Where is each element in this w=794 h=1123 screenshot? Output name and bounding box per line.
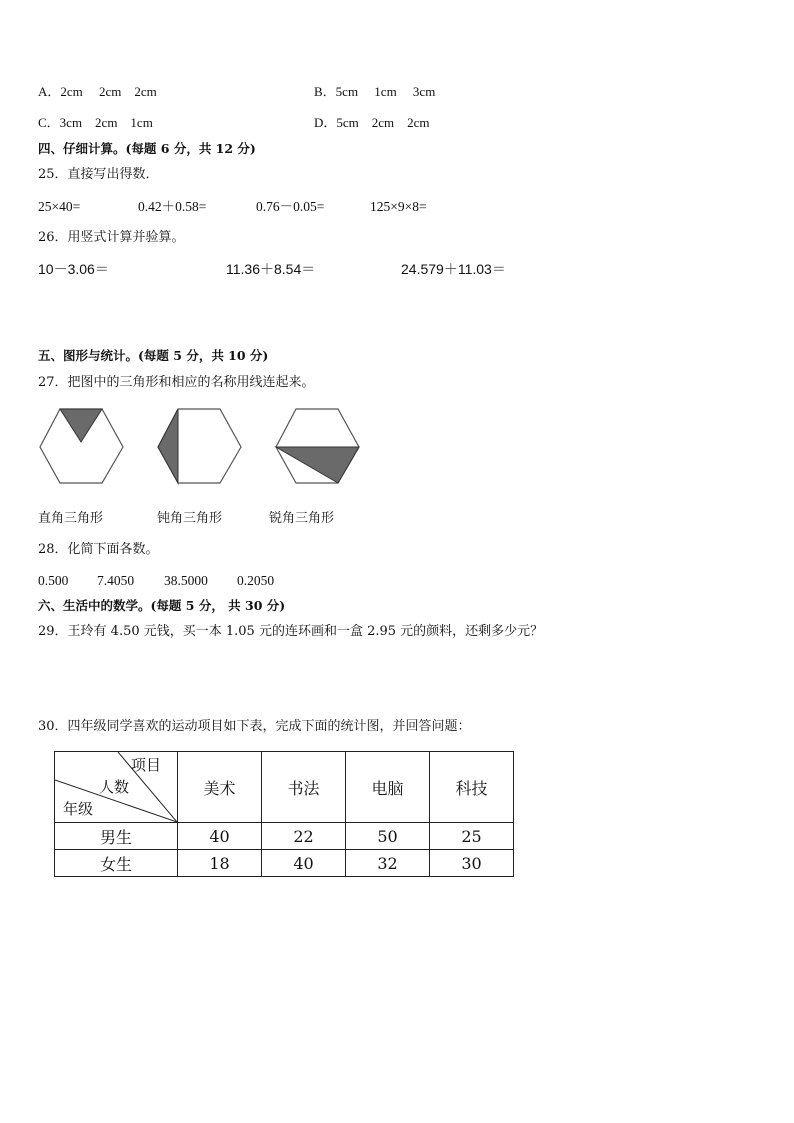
table-cell: 32: [346, 850, 430, 877]
question-28: 28．化简下面各数。: [38, 542, 159, 557]
q25-item-3: 0.76－0.05=: [256, 199, 325, 214]
table-cell: 40: [262, 850, 346, 877]
question-25: 25．直接写出得数．: [38, 167, 159, 182]
label-acute-triangle: 锐角三角形: [269, 511, 335, 526]
q26-item-1: 10－3.06＝: [38, 261, 109, 277]
q26-item-3: 24.579＋11.03＝: [401, 261, 506, 277]
table-cell: 50: [346, 823, 430, 850]
q28-number-2: 7.4050: [97, 573, 135, 588]
question-30: 30．四年级同学喜欢的运动项目如下表，完成下面的统计图，并回答问题：: [38, 719, 471, 734]
table-cell: 22: [262, 823, 346, 850]
hexagon-figure-1: [38, 405, 126, 485]
q28-number-4: 0.2050: [237, 573, 275, 588]
table-header-row: [55, 752, 514, 823]
q25-item-1: 25×40=: [38, 199, 81, 214]
question-27: 27．把图中的三角形和相应的名称用线连起来。: [38, 375, 315, 390]
table-cell: 40: [178, 823, 262, 850]
section-6-heading: 六、生活中的数学。(每题 5 分， 共 30 分): [38, 598, 286, 613]
table-row: [55, 823, 514, 850]
section-5-heading: 五、图形与统计。(每题 5 分，共 10 分): [38, 348, 269, 363]
row-label: 男生: [55, 823, 178, 850]
corner-label-project: 项目: [131, 756, 162, 774]
column-header: 美术: [178, 752, 262, 823]
corner-label-grade: 年级: [63, 800, 94, 818]
column-header: 书法: [262, 752, 346, 823]
column-header: 电脑: [346, 752, 430, 823]
hexagon-figure-2: [156, 405, 244, 485]
table-cell: 18: [178, 850, 262, 877]
q28-number-3: 38.5000: [164, 573, 208, 588]
q26-item-2: 11.36＋8.54＝: [226, 261, 316, 277]
choice-a: A．2cm 2cm 2cm: [38, 84, 157, 99]
table-cell: 25: [430, 823, 514, 850]
label-obtuse-triangle: 钝角三角形: [157, 511, 223, 526]
choice-b: B．5cm 1cm 3cm: [314, 84, 436, 99]
q25-item-2: 0.42＋0.58=: [138, 199, 207, 214]
q28-number-1: 0.500: [38, 573, 69, 588]
q25-item-4: 125×9×8=: [370, 199, 427, 214]
choice-d: D．5cm 2cm 2cm: [314, 115, 430, 130]
column-header: 科技: [430, 752, 514, 823]
hexagon-figure-3: [274, 405, 362, 485]
stats-table: [54, 751, 514, 877]
table-row: [55, 850, 514, 877]
table-cell: 30: [430, 850, 514, 877]
section-4-heading: 四、仔细计算。(每题 6 分，共 12 分): [38, 141, 256, 156]
question-26: 26．用竖式计算并验算。: [38, 230, 185, 245]
table-corner-cell: [55, 752, 178, 823]
row-label: 女生: [55, 850, 178, 877]
label-right-triangle: 直角三角形: [38, 511, 104, 526]
question-29: 29．王玲有 4.50 元钱，买一本 1.05 元的连环画和一盒 2.95 元的颜料，还剩多少元？: [38, 624, 544, 639]
corner-label-count: 人数: [99, 778, 130, 796]
choice-c: C．3cm 2cm 1cm: [38, 115, 153, 130]
